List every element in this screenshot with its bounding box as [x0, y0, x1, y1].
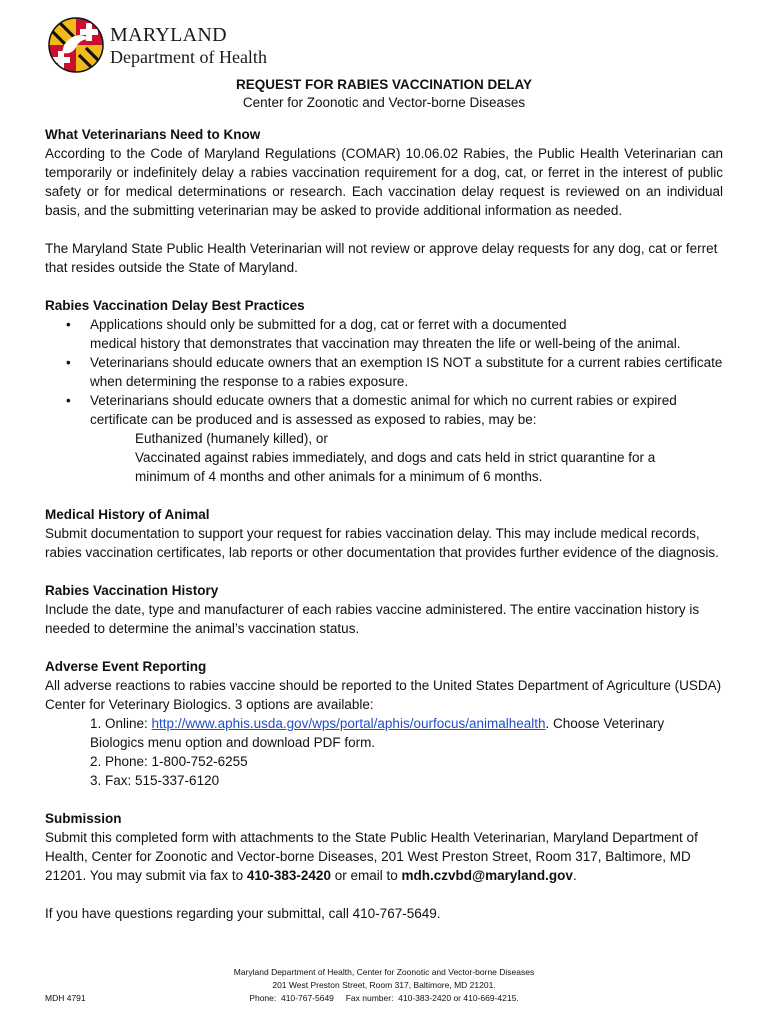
section-heading-best-practices: Rabies Vaccination Delay Best Practices	[45, 298, 305, 313]
form-number: MDH 4791	[45, 993, 86, 1003]
maryland-health-logo	[46, 15, 276, 75]
section-heading-submission: Submission	[45, 811, 122, 826]
maryland-flag-emblem-icon	[46, 15, 106, 75]
section-paragraph: All adverse reactions to rabies vaccine should be reported to the United States Department of Agriculture (USDA) Center for Veterinary Biologics. 3 options are available:	[45, 678, 722, 712]
section-paragraph: Submit documentation to support your request for rabies vaccination delay. This may include medical records, rabies vaccination certificates, lab reports or other documentation that provides further evidence of the diagnosis.	[45, 526, 719, 560]
usda-aphis-link[interactable]: http://www.aphis.usda.gov/wps/portal/aphis/ourfocus/animalhealth	[151, 716, 546, 731]
section-paragraph: Include the date, type and manufacturer of each rabies vaccine administered. The entire vaccination history is needed to determine the animal’s vaccination status.	[45, 602, 700, 636]
best-practices-list	[45, 315, 723, 429]
document-body	[45, 125, 723, 923]
list-item: • Veterinarians should educate owners that a domestic animal for which no current rabies or expired certificate can be produced and is assessed as exposed to rabies, may be:	[45, 391, 723, 429]
submission-fax-number: 410-383-2420	[246, 868, 331, 883]
section-heading-vaccination-history: Rabies Vaccination History	[45, 583, 219, 598]
section-heading-what-vets-need-to-know: What Veterinarians Need to Know	[45, 127, 261, 142]
list-sub-item: Vaccinated against rabies immediately, and dogs and cats held in strict quarantine for a	[135, 450, 656, 465]
list-sub-item: Euthanized (humanely killed), or	[135, 431, 328, 446]
section-heading-adverse-event-reporting: Adverse Event Reporting	[45, 659, 207, 674]
document-subtitle: Center for Zoonotic and Vector-borne Diseases	[242, 95, 526, 110]
reporting-option-online-detail: Biologics menu option and download PDF form.	[90, 735, 376, 750]
closing-contact-line: If you have questions regarding your submittal, call 410-767-5649.	[45, 906, 441, 921]
section-heading-medical-history: Medical History of Animal	[45, 507, 210, 522]
submission-email: mdh.czvbd@maryland.gov	[401, 868, 573, 883]
footer-organization: Maryland Department of Health, Center for Zoonotic and Vector-borne Diseases	[233, 967, 535, 977]
section-paragraph: Submit this completed form with attachments to the State Public Health Veterinarian, Maryland Department of Health, Center for Zoonotic and Vector-borne Diseases, 201 West Preston Street, Room 317, Baltimore, MD 21201. You may submit via fax to 410-383-2420 or email to mdh.czvbd@maryland.gov.	[45, 830, 698, 883]
list-item: • Applications should only be submitted for a dog, cat or ferret with a documented medical history that demonstrates that vaccination may threaten the life or well-being of the animal.	[45, 315, 723, 353]
document-title: REQUEST FOR RABIES VACCINATION DELAY	[235, 77, 533, 92]
section-paragraph: The Maryland State Public Health Veterinarian will not review or approve delay requests for any dog, cat or ferret that resides outside the State of Maryland.	[45, 241, 718, 275]
logo-department-name: Department of Health	[110, 47, 267, 67]
page-footer	[0, 966, 768, 1005]
reporting-option-phone: 2. Phone: 1-800-752-6255	[90, 754, 248, 769]
reporting-option-online: 1. Online: http://www.aphis.usda.gov/wps/portal/aphis/ourfocus/animalhealth. Choose Veterinary	[90, 716, 665, 731]
reporting-option-fax: 3. Fax: 515-337-6120	[90, 773, 220, 788]
list-sub-item: minimum of 4 months and other animals for a minimum of 6 months.	[135, 469, 543, 484]
logo-state-name: MARYLAND	[110, 24, 227, 46]
section-paragraph: According to the Code of Maryland Regulations (COMAR) 10.06.02 Rabies, the Public Health Veterinarian can temporarily or indefinitely delay a rabies vaccination requirement for a dog, cat, or ferret in the interest of public safety or for medical determinations or research. Each vaccination delay request is reviewed on an individual basis, and the submitting veterinarian may be asked to provide additional information as needed.	[45, 146, 723, 218]
footer-address: 201 West Preston Street, Room 317, Baltimore, MD 21201.	[272, 980, 496, 990]
footer-contact: Phone: 410-767-5649 Fax number: 410-383-2420 or 410-669-4215.	[249, 993, 519, 1003]
list-item: • Veterinarians should educate owners that an exemption IS NOT a substitute for a current rabies certificate when determining the response to a rabies exposure.	[45, 353, 723, 391]
